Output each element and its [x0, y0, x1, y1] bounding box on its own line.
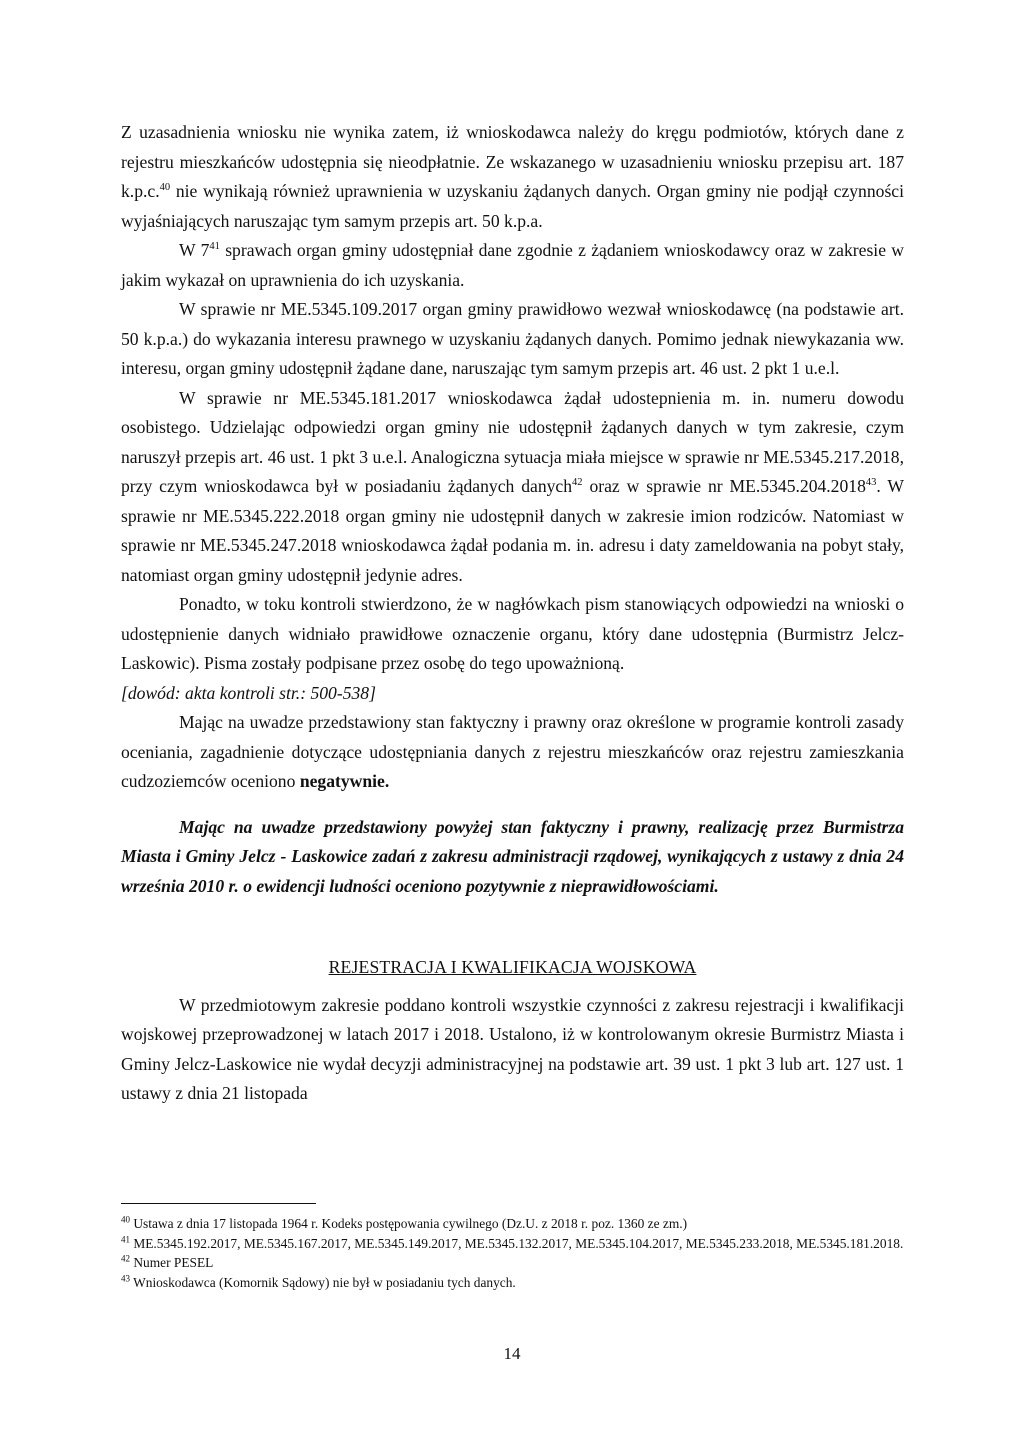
paragraph-5: Ponadto, w toku kontroli stwierdzono, że w nagłówkach pism stanowiących odpowiedzi na wnioski o udostępnienie danych widniało prawidłowe oznaczenie organu, który dane udostępnia (Burmistrz Jelcz-Laskowic). Pisma zostały podpisane przez osobę do tego upoważnioną. [121, 594, 904, 673]
footnote-ref-41[interactable]: 41 [209, 241, 220, 253]
section-heading: REJESTRACJA I KWALIFIKACJA WOJSKOWA [328, 957, 697, 977]
assessment-result: negatywnie. [299, 771, 390, 791]
paragraph-1: Z uzasadnienia wniosku nie wynika zatem, iż wnioskodawca należy do kręgu podmiotów, których dane z rejestru mieszkańców udostępnia się nieodpłatnie. Ze wskazanego w uzasadnieniu wniosku przepisu art. 187 k.p.c.$^{40}$ nie wynikają również uprawnienia w uzyskaniu żądanych danych. Organ gminy nie podjął czynności wyjaśniających naruszając tym samym przepis art. 50 k.p.a. [121, 122, 904, 231]
document-body [121, 118, 904, 1109]
footnote-ref-43[interactable]: 43 [865, 477, 877, 489]
footnote-42: $^{42}$ Numer PESEL [121, 1253, 214, 1270]
page-number: 14 [503, 1344, 521, 1363]
paragraph-4: W sprawie nr ME.5345.181.2017 wnioskodawca żądał udostepnienia m. in. numeru dowodu osobistego. Udzielając odpowiedzi organ gminy nie udostępnił żądanych danych w tym zakresie, czym naruszył przepis art. 46 ust. 1 pkt 3 u.e.l. Analogiczna sytuacja miała miejsce w sprawie nr ME.5345.217.2018, przy czym wnioskodawca był w posiadaniu żądanych danych$^{42}$ oraz w sprawie nr ME.5345.204.2018$^{43}$. W sprawie nr ME.5345.222.2018 organ gminy nie udostępnił danych w zakresie imion rodziców. Natomiast w sprawie nr ME.5345.247.2018 wnioskodawca żądał podania m. in. adresu i daty zameldowania na pobyt stały, natomiast organ gminy udostępnił jedynie adres. [121, 387, 904, 585]
page-content [121, 118, 904, 1109]
footnote-41: $^{41}$ ME.5345.192.2017, ME.5345.167.2017, ME.5345.149.2017, ME.5345.132.2017, ME.5345.104.2017, ME.5345.233.2018, ME.5345.181.2018. [121, 1234, 904, 1251]
paragraph-7: W przedmiotowym zakresie poddano kontroli wszystkie czynności z zakresu rejestracji i kwalifikacji wojskowej przeprowadzonej w latach 2017 i 2018. Ustalono, iż w kontrolowanym okresie Burmistrz Miasta i Gminy Jelcz-Laskowice nie wydał decyzji administracyjnej na podstawie art. 39 ust. 1 pkt 3 lub art. 127 ust. 1 ustawy z dnia 21 listopada [121, 994, 904, 1103]
evidence-reference: [dowód: akta kontroli str.: 500-538] [121, 682, 376, 703]
paragraph-3: W sprawie nr ME.5345.109.2017 organ gminy prawidłowo wezwał wnioskodawcę (na podstawie art. 50 k.p.a.) do wykazania interesu prawnego w uzyskaniu żądanych danych. Pomimo jednak niewykazania ww. interesu, organ gminy udostępnił żądane dane, naruszając tym samym przepis art. 46 ust. 2 pkt 1 u.e.l. [121, 299, 904, 378]
paragraph-2: W $7^{41}$ sprawach organ gminy udostępniał dane zgodnie z żądaniem wnioskodawcy oraz w zakresie w jakim wykazał on uprawnienia do ich uzyskania. [121, 240, 905, 290]
conclusion-paragraph: Mając na uwadze przedstawiony powyżej stan faktyczny i prawny, realizację przez Burmistrza Miasta i Gminy Jelcz - Laskowice zadań z zakresu administracji rządowej, wynikających z ustawy z dnia 24 września 2010 r. o ewidencji ludności oceniono pozytywnie z nieprawidłowościami. [121, 816, 904, 896]
footnote-ref-40[interactable]: 40 [159, 182, 171, 194]
footnote-40: $^{40}$ Ustawa z dnia 17 listopada 1964 r. Kodeks postępowania cywilnego (Dz.U. z 2018 r. poz. 1360 ze zm.) [121, 1214, 688, 1231]
footnotes [121, 1214, 904, 1292]
footnote-ref-42[interactable]: 42 [572, 477, 583, 489]
footnote-43: $^{43}$ Wnioskodawca (Komornik Sądowy) nie był w posiadaniu tych danych. [121, 1273, 516, 1290]
footnote-separator [121, 1203, 316, 1204]
paragraph-6: Mając na uwadze przedstawiony stan faktyczny i prawny oraz określone w programie kontroli zasady oceniania, zagadnienie dotyczące udostępniania danych z rejestru mieszkańców oraz rejestru zamieszkania cudzoziemców oceniono negatywnie. [121, 712, 904, 791]
